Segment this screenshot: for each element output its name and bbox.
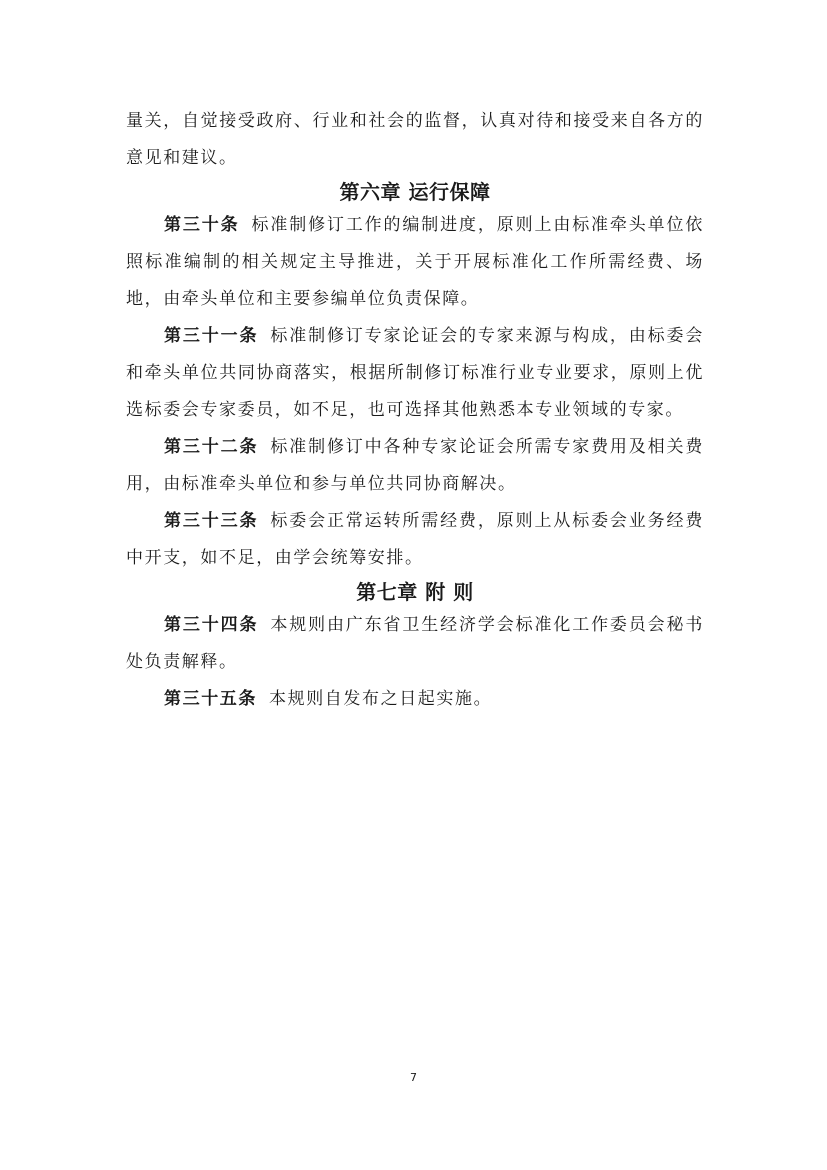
article-35-text: 本规则自发布之日起实施。	[269, 689, 493, 709]
article-33-label: 第三十三条	[164, 511, 259, 531]
chapter-7-title: 第七章 附 则	[356, 580, 474, 604]
article-35	[126, 681, 704, 718]
chapter-6-title: 第六章 运行保障	[339, 180, 491, 204]
article-30-label: 第三十条	[164, 215, 240, 235]
article-31-label: 第三十一条	[164, 326, 259, 346]
article-31-text: 标准制修订专家论证会的专家来源与构成，由标委会和牵头单位共同协商落实，根据所制修订标准行业专业要求，原则上优选标委会专家委员，如不足，也可选择其他熟悉本专业领域的专家。	[126, 326, 704, 420]
article-32-text: 标准制修订中各种专家论证会所需专家费用及相关费用，由标准牵头单位和参与单位共同协商解决。	[126, 437, 704, 494]
article-30	[126, 207, 704, 318]
article-34-label: 第三十四条	[164, 615, 259, 635]
article-33-text: 标委会正常运转所需经费，原则上从标委会业务经费中开支，如不足，由学会统筹安排。	[126, 511, 704, 568]
page-number: 7	[410, 1071, 417, 1084]
intro-paragraph: 量关，自觉接受政府、行业和社会的监督，认真对待和接受来自各方的意见和建议。	[126, 111, 704, 168]
article-35-label: 第三十五条	[164, 689, 257, 709]
article-34-text: 本规则由广东省卫生经济学会标准化工作委员会秘书处负责解释。	[126, 615, 704, 672]
article-34	[126, 607, 704, 681]
article-33	[126, 503, 704, 577]
page-content	[126, 103, 704, 718]
article-30-text: 标准制修订工作的编制进度，原则上由标准牵头单位依照标准编制的相关规定主导推进，关于开展标准化工作所需经费、场地，由牵头单位和主要参编单位负责保障。	[126, 215, 704, 309]
article-31	[126, 318, 704, 429]
article-32	[126, 429, 704, 503]
article-32-label: 第三十二条	[164, 437, 259, 457]
